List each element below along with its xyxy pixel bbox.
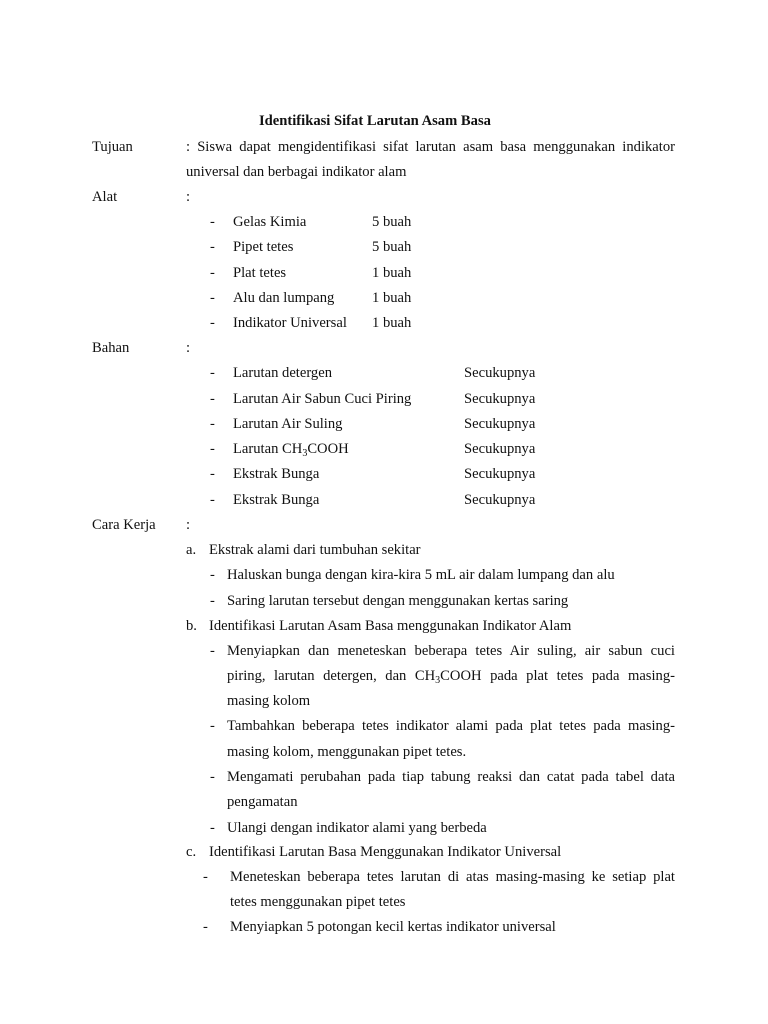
list-bullet: - — [210, 290, 215, 306]
alat-item-name: Gelas Kimia — [233, 214, 307, 230]
tujuan-label: Tujuan — [92, 139, 133, 155]
step-text: Saring larutan tersebut dengan menggunakan kertas saring — [227, 593, 569, 609]
list-bullet: - — [210, 567, 215, 583]
bahan-item-name: Ekstrak Bunga — [233, 466, 320, 482]
tujuan-text-line2: universal dan berbagai indikator alam — [186, 164, 407, 180]
step-text: Menyiapkan 5 potongan kecil kertas indikator universal — [230, 919, 556, 935]
section-c-title: Identifikasi Larutan Basa Menggunakan Indikator Universal — [209, 844, 562, 860]
alat-item-name: Alu dan lumpang — [233, 290, 335, 306]
list-bullet: - — [210, 265, 215, 281]
list-bullet: - — [210, 214, 215, 230]
alat-item-qty: 5 buah — [372, 214, 412, 230]
list-bullet: - — [210, 315, 215, 331]
step-text: Haluskan bunga dengan kira-kira 5 mL air dalam lumpang dan alu — [227, 567, 615, 583]
step-text: masing kolom — [227, 693, 311, 709]
step-text: masing kolom, menggunakan pipet tetes. — [227, 744, 467, 760]
cara-kerja-colon: : — [186, 517, 191, 533]
alat-item-name: Plat tetes — [233, 265, 287, 281]
list-bullet: - — [210, 239, 215, 255]
page-title: Identifikasi Sifat Larutan Asam Basa — [259, 113, 491, 129]
bahan-label: Bahan — [92, 340, 130, 356]
list-bullet: - — [210, 466, 215, 482]
alat-item-qty: 1 buah — [372, 315, 412, 331]
step-text: piring, larutan detergen, dan $CH_3COOH$ pada plat tetes pada masing- — [227, 668, 675, 686]
alat-item-name: Indikator Universal — [233, 315, 347, 331]
tujuan-text-line1: : Siswa dapat mengidentifikasi sifat larutan asam basa menggunakan indikator — [186, 139, 675, 155]
list-bullet: - — [203, 869, 208, 885]
alat-item-qty: 1 buah — [372, 290, 412, 306]
step-text: Menyiapkan dan meneteskan beberapa tetes Air suling, air sabun cuci — [227, 643, 675, 659]
step-text: Tambahkan beberapa tetes indikator alami pada plat tetes pada masing- — [227, 718, 675, 734]
alat-item-qty: 5 buah — [372, 239, 412, 255]
step-text: Meneteskan beberapa tetes larutan di atas masing-masing ke setiap plat — [230, 869, 675, 885]
step-text: tetes menggunakan pipet tetes — [230, 894, 406, 910]
bahan-colon: : — [186, 340, 191, 356]
list-bullet: - — [210, 820, 215, 836]
list-bullet: - — [210, 416, 215, 432]
bahan-item-qty: Secukupnya — [464, 416, 536, 432]
list-bullet: - — [210, 718, 215, 734]
list-bullet: - — [210, 593, 215, 609]
list-bullet: - — [203, 919, 208, 935]
alat-item-name: Pipet tetes — [233, 239, 294, 255]
step-text: Mengamati perubahan pada tiap tabung reaksi dan catat pada tabel data — [227, 769, 675, 785]
bahan-item-name: Larutan detergen — [233, 365, 332, 381]
section-b-title: Identifikasi Larutan Asam Basa menggunakan Indikator Alam — [209, 618, 572, 634]
bahan-item-qty: Secukupnya — [464, 365, 536, 381]
bahan-item-qty: Secukupnya — [464, 391, 536, 407]
bahan-item-qty: Secukupnya — [464, 466, 536, 482]
list-bullet: - — [210, 492, 215, 508]
alat-label: Alat — [92, 189, 118, 205]
list-bullet: - — [210, 391, 215, 407]
step-text: Ulangi dengan indikator alami yang berbeda — [227, 820, 487, 836]
bahan-item-name: Larutan Air Sabun Cuci Piring — [233, 391, 412, 407]
list-bullet: - — [210, 769, 215, 785]
section-a-title: Ekstrak alami dari tumbuhan sekitar — [209, 542, 421, 558]
section-marker: a. — [186, 542, 197, 558]
alat-colon: : — [186, 189, 191, 205]
cara-kerja-label: Cara Kerja — [92, 517, 156, 533]
section-marker: c. — [186, 844, 197, 860]
list-bullet: - — [210, 643, 215, 659]
list-bullet: - — [210, 441, 215, 457]
list-bullet: - — [210, 365, 215, 381]
alat-item-qty: 1 buah — [372, 265, 412, 281]
bahan-item-name: Larutan Air Suling — [233, 416, 343, 432]
bahan-item-qty: Secukupnya — [464, 441, 536, 457]
step-text: pengamatan — [227, 794, 298, 810]
bahan-item-name: Larutan $CH_3COOH$ — [233, 441, 349, 459]
section-marker: b. — [186, 618, 197, 634]
bahan-item-qty: Secukupnya — [464, 492, 536, 508]
bahan-item-name: Ekstrak Bunga — [233, 492, 320, 508]
